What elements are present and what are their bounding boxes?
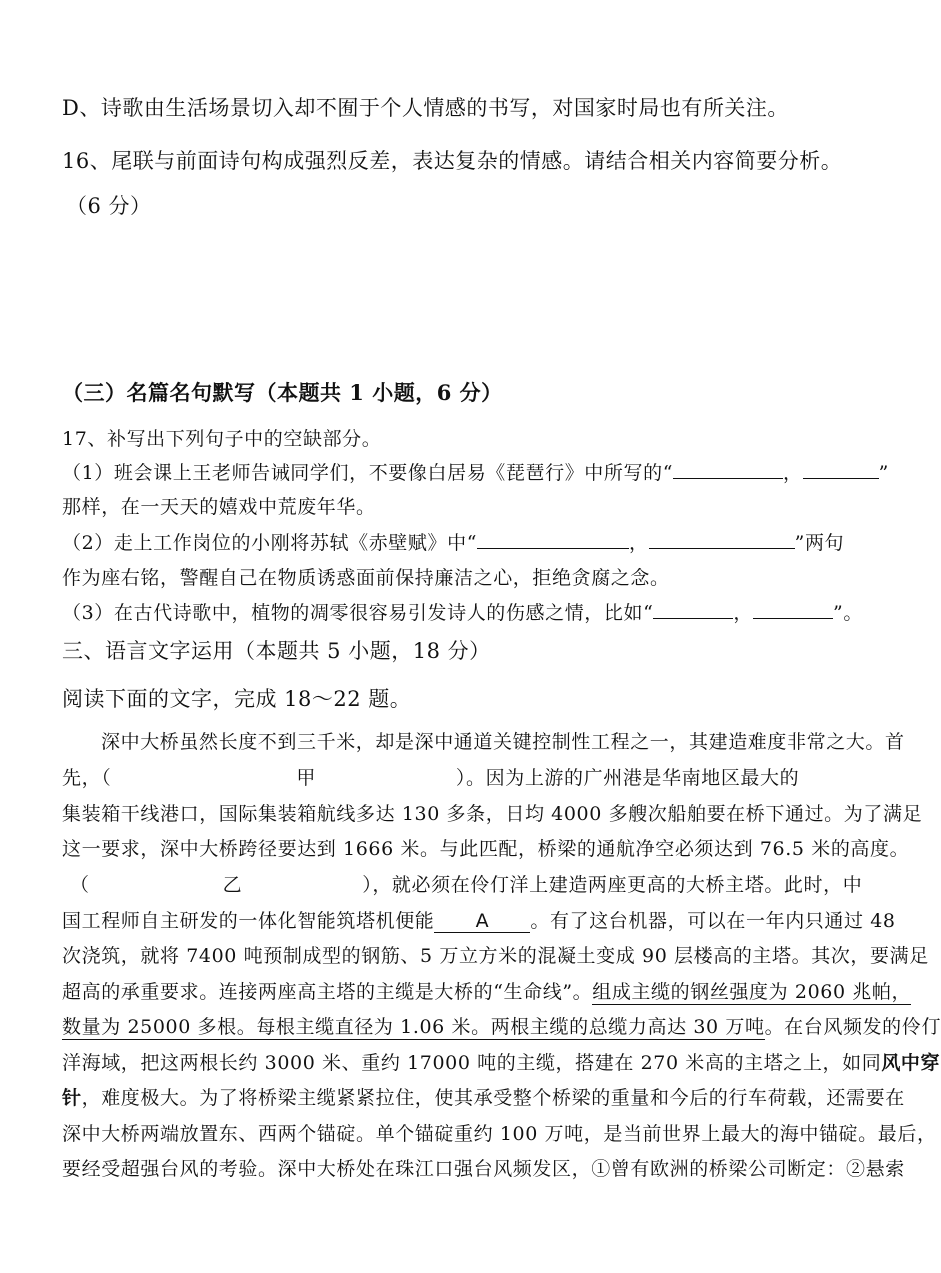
question-16-stem: 16、尾联与前面诗句构成强烈反差，表达复杂的情感。请结合相关内容简要分析。 — [62, 149, 843, 173]
passage-line-5-text: ），就必须在伶仃洋上建造两座更高的大桥主塔。此时，中 — [362, 874, 863, 896]
passage-line-9 — [62, 1012, 941, 1039]
question-17-item-2-cont: 作为座右铭，警醒自己在物质诱惑面前保持廉洁之心，拒绝贪腐之念。 — [62, 567, 670, 589]
passage-line-11-text: ，难度极大。为了将桥梁主缆紧紧拉住，使其承受整个桥梁的重量和今后的行车荷载，还需要在 — [81, 1087, 905, 1109]
passage-line-4: 这一要求，深中大桥跨径要达到 1666 米。与此匹配，桥梁的通航净空必须达到 76.5 米的高度。 — [62, 838, 910, 860]
passage-line-2-text: ）。因为上游的广州港是华南地区最大的 — [455, 767, 800, 789]
passage-line-13: 要经受超强台风的考验。深中大桥处在珠江口强台风频发区，①曾有欧洲的桥梁公司断定：②悬索 — [62, 1158, 905, 1180]
answer-blank[interactable] — [653, 600, 733, 619]
item-3-separator: ， — [733, 602, 754, 624]
underlined-sentence: 组成主缆的钢丝强度为 2060 兆帕， — [592, 981, 912, 1003]
item-3-end: ”。 — [833, 602, 863, 624]
item-2-separator: ， — [629, 532, 649, 554]
question-17-item-2 — [62, 528, 844, 555]
passage-line-1: 深中大桥虽然长度不到三千米，却是深中通道关键控制性工程之一，其建造难度非常之大。首 — [101, 731, 905, 753]
passage-line-6-text: 国工程师自主研发的一体化智能筑塔机便能 — [62, 910, 435, 932]
paren-open: 先，（ — [62, 767, 112, 789]
passage-line-6-text-end: 。有了这台机器，可以在一年内只通过 48 — [530, 910, 896, 932]
blank-label-jia: 甲 — [296, 767, 316, 789]
passage-line-3: 集装箱干线港口，国际集装箱航线多达 130 多条，日均 4000 多艘次船舶要在桥下通过。为了满足 — [62, 803, 923, 825]
underlined-sentence: 数量为 25000 多根。每根主缆直径为 1.06 米。两根主缆的总缆力高达 30 万吨 — [62, 1016, 765, 1038]
section-header-recitation: （三）名篇名句默写（本题共 1 小题，6 分） — [62, 380, 503, 405]
answer-blank[interactable] — [477, 530, 629, 549]
item-1-end: ” — [878, 462, 889, 484]
answer-blank[interactable] — [803, 460, 879, 479]
blank-label-yi: 乙 — [222, 874, 243, 896]
passage-line-10-text: 洋海域，把这两根长约 3000 米、重约 17000 吨的主缆，搭建在 270 米高的主塔之上，如同 — [62, 1052, 882, 1074]
item-3-text: （3）在古代诗歌中，植物的凋零很容易引发诗人的伤感之情，比如“ — [62, 602, 654, 624]
question-17-item-1 — [62, 458, 889, 485]
passage-line-11 — [62, 1083, 905, 1110]
passage-line-8 — [62, 977, 911, 1004]
answer-blank[interactable] — [649, 530, 795, 549]
passage-line-2 — [62, 763, 799, 790]
question-17-item-3 — [62, 598, 863, 625]
paren-open: （ — [70, 874, 90, 896]
answer-blank[interactable] — [673, 460, 783, 479]
passage-line-5 — [70, 870, 862, 897]
answer-blank[interactable] — [753, 600, 833, 619]
passage-line-7: 次浇筑，就将 7400 吨预制成型的钢筋、5 万立方米的混凝土变成 90 层楼高的主塔。其次，要满足 — [62, 945, 929, 967]
option-d: D、诗歌由生活场景切入却不囿于个人情感的书写，对国家时局也有所关注。 — [62, 96, 789, 120]
question-17-item-1-cont: 那样，在一天天的嬉戏中荒废年华。 — [62, 496, 376, 518]
passage-line-6 — [62, 906, 896, 933]
passage-line-9-text: 。在台风频发的伶仃 — [764, 1016, 941, 1038]
item-1-separator: ， — [783, 462, 803, 484]
bold-phrase: 针 — [62, 1087, 82, 1109]
question-17-stem: 17、补写出下列句子中的空缺部分。 — [62, 428, 382, 450]
blank-a[interactable]: A — [434, 910, 530, 933]
passage-line-10 — [62, 1048, 940, 1075]
item-1-text: （1）班会课上王老师告诫同学们，不要像白居易《琵琶行》中所写的“ — [62, 462, 674, 484]
question-16-points: （6 分） — [66, 194, 152, 218]
item-2-end: ”两句 — [794, 532, 845, 554]
passage-line-12: 深中大桥两端放置东、西两个锚碇。单个锚碇重约 100 万吨，是当前世界上最大的海中锚碇。最后， — [62, 1123, 937, 1145]
passage-line-8-text: 超高的承重要求。连接两座高主塔的主缆是大桥的“生命线”。 — [62, 981, 593, 1003]
reading-instruction: 阅读下面的文字，完成 18～22 题。 — [62, 687, 412, 711]
bold-phrase: 风中穿 — [881, 1052, 941, 1074]
item-2-text: （2）走上工作岗位的小刚将苏轼《赤壁赋》中“ — [62, 532, 478, 554]
part-header-language-use: 三、语言文字运用（本题共 5 小题，18 分） — [62, 639, 491, 663]
